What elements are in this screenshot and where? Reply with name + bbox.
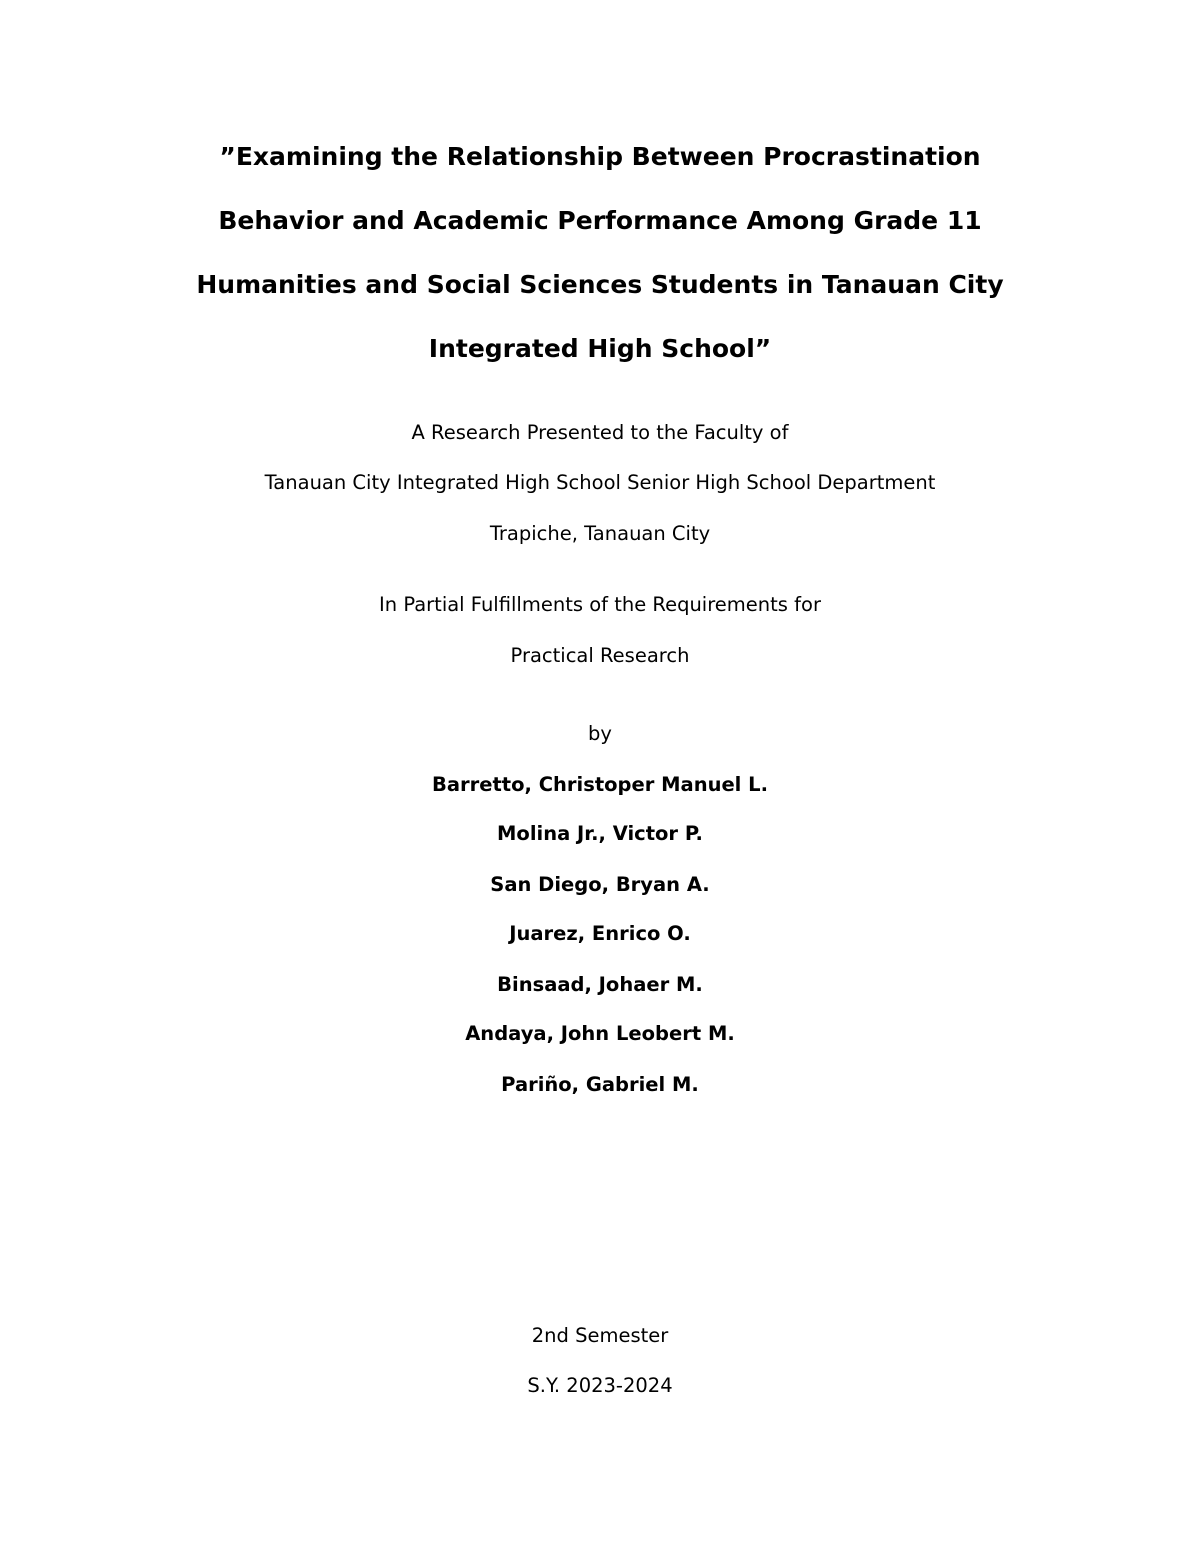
author-name: Pariño, Gabriel M. xyxy=(501,1073,699,1096)
location-line: Trapiche, Tanauan City xyxy=(489,522,711,545)
author-name: Andaya, John Leobert M. xyxy=(465,1022,735,1045)
author-name: Binsaad, Johaer M. xyxy=(497,973,703,996)
title-line-2: Behavior and Academic Performance Among Grade 11 xyxy=(218,206,982,235)
presented-to-line: A Research Presented to the Faculty of xyxy=(411,421,789,444)
school-year-line: S.Y. 2023-2024 xyxy=(527,1374,673,1397)
author-name: Barretto, Christoper Manuel L. xyxy=(432,773,768,796)
department-line: Tanauan City Integrated High School Senior High School Department xyxy=(264,471,936,494)
by-label: by xyxy=(588,722,612,745)
title-line-3: Humanities and Social Sciences Students in Tanauan City xyxy=(196,270,1004,299)
author-name: San Diego, Bryan A. xyxy=(490,873,710,896)
subject-line: Practical Research xyxy=(510,644,690,667)
fulfillment-line: In Partial Fulfillments of the Requirements for xyxy=(379,593,821,616)
author-name: Juarez, Enrico O. xyxy=(509,922,691,945)
semester-line: 2nd Semester xyxy=(531,1324,669,1347)
title-line-4: Integrated High School” xyxy=(428,334,772,363)
title-line-1: ”Examining the Relationship Between Procrastination xyxy=(219,142,981,171)
author-name: Molina Jr., Victor P. xyxy=(497,822,703,845)
